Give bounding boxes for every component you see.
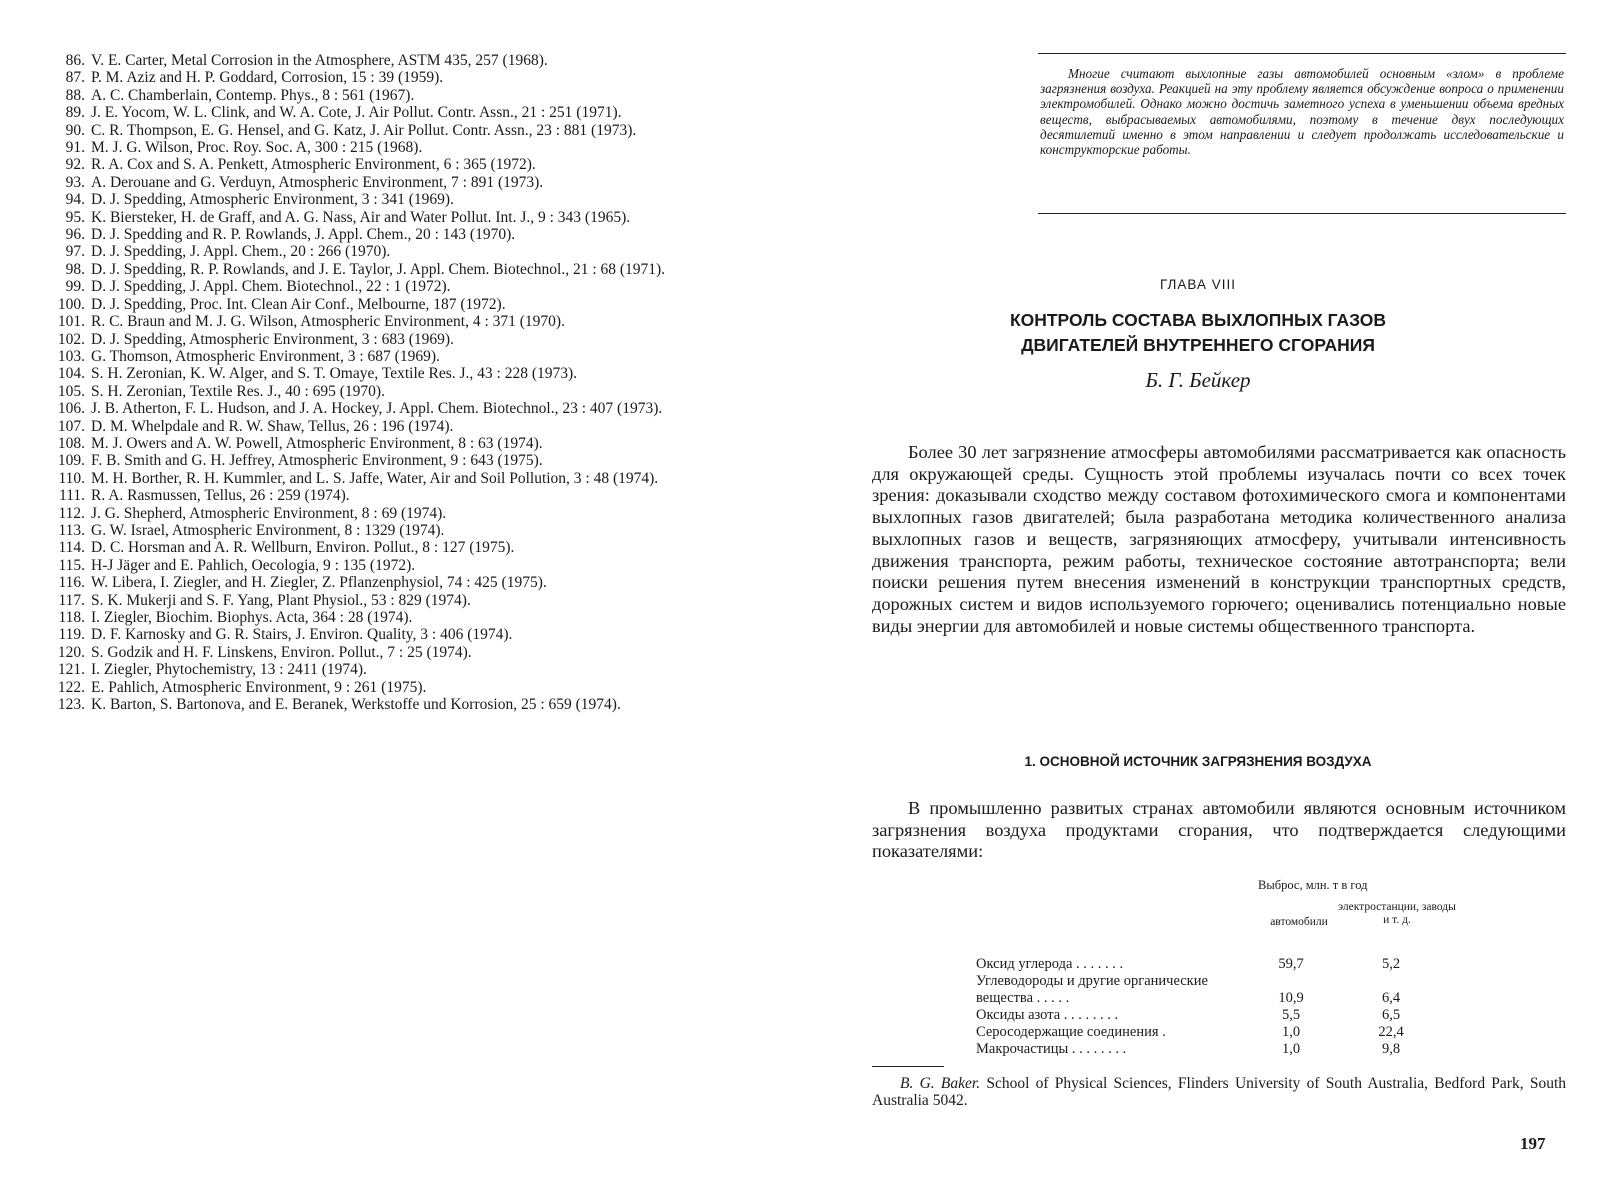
reference-item xyxy=(48,243,748,260)
reference-item xyxy=(48,156,748,173)
reference-text: I. Ziegler, Biochim. Biophys. Acta, 364 : 28 (1974). xyxy=(91,609,413,626)
reference-text: H-J Jäger and E. Pahlich, Oecologia, 9 : 135 (1972). xyxy=(91,556,416,574)
reference-number: 95. xyxy=(65,208,85,226)
table-value-plants: 9,8 xyxy=(1381,1041,1401,1057)
reference-item xyxy=(48,174,748,191)
reference-number: 113. xyxy=(58,521,85,539)
reference-item xyxy=(48,696,748,713)
reference-item xyxy=(48,574,748,591)
reference-item xyxy=(48,661,748,678)
reference-item xyxy=(48,191,748,208)
reference-text: S. H. Zeronian, Textile Res. J., 40 : 695 (1970). xyxy=(91,382,385,400)
reference-text: E. Pahlich, Atmospheric Environment, 9 : 261 (1975). xyxy=(91,678,427,696)
reference-item xyxy=(48,87,748,104)
reference-number: 119. xyxy=(58,626,85,644)
reference-item xyxy=(48,139,748,156)
table-value-plants: 5,2 xyxy=(1381,956,1401,972)
reference-item xyxy=(48,313,748,330)
chapter-title-line-1: КОНТРОЛЬ СОСТАВА ВЫХЛОПНЫХ ГАЗОВ xyxy=(1009,310,1387,330)
reference-number: 92. xyxy=(65,156,85,174)
reference-number: 120. xyxy=(57,643,85,661)
reference-number: 89. xyxy=(65,104,85,122)
table-value-plants: 6,4 xyxy=(1381,990,1401,1006)
reference-item xyxy=(48,383,748,400)
table-value-plants: 22,4 xyxy=(1378,1024,1404,1040)
reference-item xyxy=(48,487,748,504)
reference-item xyxy=(48,679,748,696)
reference-item xyxy=(48,418,748,435)
reference-number: 118. xyxy=(58,609,85,626)
reference-number: 111. xyxy=(59,487,85,505)
reference-list xyxy=(48,52,748,713)
reference-text: R. A. Cox and S. A. Penkett, Atmospheric Environment, 6 : 365 (1972). xyxy=(91,156,536,174)
reference-item xyxy=(48,226,748,243)
reference-text: D. J. Spedding, J. Appl. Chem., 20 : 266 (1970). xyxy=(91,243,391,261)
reference-text: M. J. G. Wilson, Proc. Roy. Soc. A, 300 : 215 (1968). xyxy=(91,139,423,157)
reference-item xyxy=(48,539,748,556)
reference-text: D. F. Karnosky and G. R. Stairs, J. Environ. Quality, 3 : 406 (1974). xyxy=(91,626,513,644)
author-footnote xyxy=(872,1075,1566,1109)
table-row-label: Углеводороды и другие органические вещества . . . . . xyxy=(976,973,1208,1006)
table-row-label: Макрочастицы . . . . . . . . xyxy=(976,1041,1127,1057)
reference-text: K. Barton, S. Bartonova, and E. Beranek, Werkstoffe und Korrosion, 25 : 659 (1974). xyxy=(91,696,621,714)
chapter-author: Б. Г. Бейкер xyxy=(1145,368,1251,392)
chapter-title xyxy=(960,308,1436,358)
reference-item xyxy=(48,261,748,278)
reference-number: 94. xyxy=(65,191,85,209)
reference-number: 112. xyxy=(58,504,85,522)
table-row xyxy=(976,1024,1476,1041)
reference-number: 99. xyxy=(65,278,85,296)
reference-number: 122. xyxy=(57,678,85,696)
reference-item xyxy=(48,69,748,86)
table-col-header-cars: автомобили xyxy=(1270,916,1328,928)
epigraph: Многие считают выхлопные газы автомобилей основным «злом» в проблеме загрязнения воздуха. Реакцией на эту проблему является обсуждение вопроса о применении электромобилей. Однако можно достичь заметного успеха в уменьшении объема вредных веществ, выбрасываемых автомобилями, поэтому в течение двух последующих десятилетий именно в этом направлении и следует продолжать исследовательские и конструкторские работы. xyxy=(1040,66,1564,158)
reference-text: D. J. Spedding, Atmospheric Environment, 3 : 683 (1969). xyxy=(91,330,454,348)
reference-number: 123. xyxy=(57,696,85,714)
reference-number: 98. xyxy=(65,260,85,278)
reference-number: 107. xyxy=(57,417,85,435)
reference-number: 105. xyxy=(57,382,85,400)
footnote-author: B. G. Baker. xyxy=(900,1075,981,1092)
reference-text: S. Godzik and H. F. Linskens, Environ. Pollut., 7 : 25 (1974). xyxy=(91,643,472,661)
reference-number: 117. xyxy=(58,591,85,609)
reference-item xyxy=(48,557,748,574)
reference-text: A. Derouane and G. Verduyn, Atmospheric Environment, 7 : 891 (1973). xyxy=(91,173,544,191)
reference-item xyxy=(48,626,748,643)
reference-item xyxy=(48,52,748,69)
reference-item xyxy=(48,209,748,226)
reference-item xyxy=(48,505,748,522)
reference-number: 108. xyxy=(57,434,85,452)
table-body xyxy=(976,956,1476,1058)
reference-number: 86. xyxy=(65,52,85,69)
table-row-label: Оксиды азота . . . . . . . . xyxy=(976,1007,1119,1023)
table-value-cars: 5,5 xyxy=(1281,1007,1301,1023)
reference-number: 109. xyxy=(57,452,85,470)
epigraph-bottom-rule xyxy=(1038,213,1566,214)
intro-paragraph: Более 30 лет загрязнение атмосферы автомобилями рассматривается как опасность для окружающей среды. Сущность этой проблемы изучалась почти со всех точек зрения: доказывали сходство между составом фотохимического смога и компонентами выхлопных газов двигателей; была разработана методика количественного анализа выхлопных газов и веществ, загрязняющих атмосферу, учитывали интенсивность движения транспорта, режим работы, техническое состояние автотранспорта; вели поиски решения путем внесения изменений в конструкции транспортных средств, дорожных систем и видов используемого горючего; оценивались потенциально новые виды энергии для автомобилей и новые системы общественного транспорта. xyxy=(872,442,1566,636)
reference-item xyxy=(48,522,748,539)
reference-number: 101. xyxy=(57,313,85,331)
reference-text: I. Ziegler, Phytochemistry, 13 : 2411 (1974). xyxy=(91,661,367,679)
reference-number: 93. xyxy=(65,173,85,191)
footnote-rule xyxy=(872,1066,944,1067)
reference-item xyxy=(48,278,748,295)
table-value-cars: 59,7 xyxy=(1278,956,1304,972)
reference-text: S. H. Zeronian, K. W. Alger, and S. T. Omaye, Textile Res. J., 43 : 228 (1973). xyxy=(91,365,578,383)
reference-text: D. J. Spedding, Atmospheric Environment, 3 : 341 (1969). xyxy=(91,191,454,209)
reference-number: 106. xyxy=(57,400,85,418)
reference-item xyxy=(48,644,748,661)
epigraph-top-rule xyxy=(1038,53,1566,54)
reference-item xyxy=(48,296,748,313)
table-row xyxy=(976,956,1476,973)
reference-item xyxy=(48,365,748,382)
reference-item xyxy=(48,122,748,139)
reference-number: 96. xyxy=(65,226,85,244)
reference-text: J. B. Atherton, F. L. Hudson, and J. A. Hockey, J. Appl. Chem. Biotechnol., 23 : 407 (1973). xyxy=(91,400,663,418)
reference-text: M. J. Owers and A. W. Powell, Atmospheric Environment, 8 : 63 (1974). xyxy=(91,434,543,452)
reference-item xyxy=(48,609,748,626)
reference-text: M. H. Borther, R. H. Kummler, and L. S. Jaffe, Water, Air and Soil Pollution, 3 : 48 (1974). xyxy=(91,469,659,487)
reference-number: 87. xyxy=(65,69,85,87)
reference-text: A. C. Chamberlain, Contemp. Phys., 8 : 561 (1967). xyxy=(91,86,415,104)
reference-text: F. B. Smith and G. H. Jeffrey, Atmospheric Environment, 9 : 643 (1975). xyxy=(91,452,543,470)
table-row xyxy=(976,973,1476,1007)
reference-text: D. M. Whelpdale and R. W. Shaw, Tellus, 26 : 196 (1974). xyxy=(91,417,454,435)
reference-item xyxy=(48,104,748,121)
reference-text: D. J. Spedding and R. P. Rowlands, J. Appl. Chem., 20 : 143 (1970). xyxy=(91,226,516,244)
footnote-affiliation: School of Physical Sciences, Flinders University of South Australia, Bedford Park, South Australia 5042. xyxy=(872,1075,1567,1109)
reference-number: 91. xyxy=(65,139,85,157)
table-row-label: Серосодержащие соединения . xyxy=(976,1024,1166,1040)
chapter-title-line-2: ДВИГАТЕЛЕЙ ВНУТРЕННЕГО СГОРАНИЯ xyxy=(1021,335,1375,355)
reference-item xyxy=(48,400,748,417)
reference-text: G. W. Israel, Atmospheric Environment, 8 : 1329 (1974). xyxy=(91,521,445,539)
reference-item xyxy=(48,348,748,365)
reference-item xyxy=(48,470,748,487)
reference-text: P. M. Aziz and H. P. Goddard, Corrosion, 15 : 39 (1959). xyxy=(91,69,444,87)
chapter-label: ГЛАВА VIII xyxy=(1160,277,1236,292)
reference-text: C. R. Thompson, E. G. Hensel, and G. Katz, J. Air Pollut. Contr. Assn., 23 : 881 (1973). xyxy=(91,121,637,139)
reference-number: 115. xyxy=(58,556,85,574)
table-caption: Выброс, млн. т в год xyxy=(1258,878,1368,892)
table-value-cars: 10,9 xyxy=(1278,990,1304,1006)
page-number: 197 xyxy=(1520,1134,1546,1153)
reference-number: 97. xyxy=(65,243,85,261)
reference-text: J. E. Yocom, W. L. Clink, and W. A. Cote, J. Air Pollut. Contr. Assn., 21 : 251 (1971). xyxy=(91,104,622,122)
reference-text: D. C. Horsman and A. R. Wellburn, Environ. Pollut., 8 : 127 (1975). xyxy=(91,539,515,557)
reference-text: R. A. Rasmussen, Tellus, 26 : 259 (1974). xyxy=(91,487,350,505)
reference-item xyxy=(48,435,748,452)
reference-number: 104. xyxy=(57,365,85,383)
reference-text: S. K. Mukerji and S. F. Yang, Plant Physiol., 53 : 829 (1974). xyxy=(91,591,471,609)
reference-text: R. C. Braun and M. J. G. Wilson, Atmospheric Environment, 4 : 371 (1970). xyxy=(91,313,565,331)
reference-text: D. J. Spedding, J. Appl. Chem. Biotechnol., 22 : 1 (1972). xyxy=(91,278,451,296)
reference-number: 116. xyxy=(58,574,85,592)
table-value-cars: 1,0 xyxy=(1281,1041,1301,1057)
table-row xyxy=(976,1041,1476,1058)
reference-text: V. E. Carter, Metal Corrosion in the Atmosphere, ASTM 435, 257 (1968). xyxy=(91,52,548,69)
reference-text: W. Libera, I. Ziegler, and H. Ziegler, Z. Pflanzenphysiol, 74 : 425 (1975). xyxy=(91,574,547,592)
reference-number: 110. xyxy=(58,469,85,487)
reference-number: 88. xyxy=(65,86,85,104)
reference-number: 100. xyxy=(57,295,85,313)
reference-number: 114. xyxy=(58,539,85,557)
table-row xyxy=(976,1007,1476,1024)
table-value-plants: 6,5 xyxy=(1381,1007,1401,1023)
reference-text: K. Biersteker, H. de Graff, and A. G. Nass, Air and Water Pollut. Int. J., 9 : 343 (1965). xyxy=(91,208,631,226)
table-col-header-plants: электростанции, заводы и т. д. xyxy=(1338,901,1456,926)
reference-text: D. J. Spedding, R. P. Rowlands, and J. E. Taylor, J. Appl. Chem. Biotechnol., 21 : 68 (1971). xyxy=(91,260,666,278)
reference-number: 103. xyxy=(57,347,85,365)
reference-item xyxy=(48,592,748,609)
section-heading: 1. ОСНОВНОЙ ИСТОЧНИК ЗАГРЯЗНЕНИЯ ВОЗДУХА xyxy=(1024,754,1372,769)
reference-text: J. G. Shepherd, Atmospheric Environment, 8 : 69 (1974). xyxy=(91,504,447,522)
table-value-cars: 1,0 xyxy=(1281,1024,1301,1040)
reference-text: G. Thomson, Atmospheric Environment, 3 : 687 (1969). xyxy=(91,347,440,365)
reference-number: 102. xyxy=(57,330,85,348)
table-row-label: Оксид углерода . . . . . . . xyxy=(976,956,1124,972)
reference-item xyxy=(48,452,748,469)
reference-number: 90. xyxy=(65,121,85,139)
reference-number: 121. xyxy=(57,661,85,679)
reference-item xyxy=(48,331,748,348)
section-paragraph: В промышленно развитых странах автомобили являются основным источником загрязнения воздуха продуктами сгорания, что подтверждается следующими показателями: xyxy=(872,798,1566,862)
reference-text: D. J. Spedding, Proc. Int. Clean Air Conf., Melbourne, 187 (1972). xyxy=(91,295,506,313)
